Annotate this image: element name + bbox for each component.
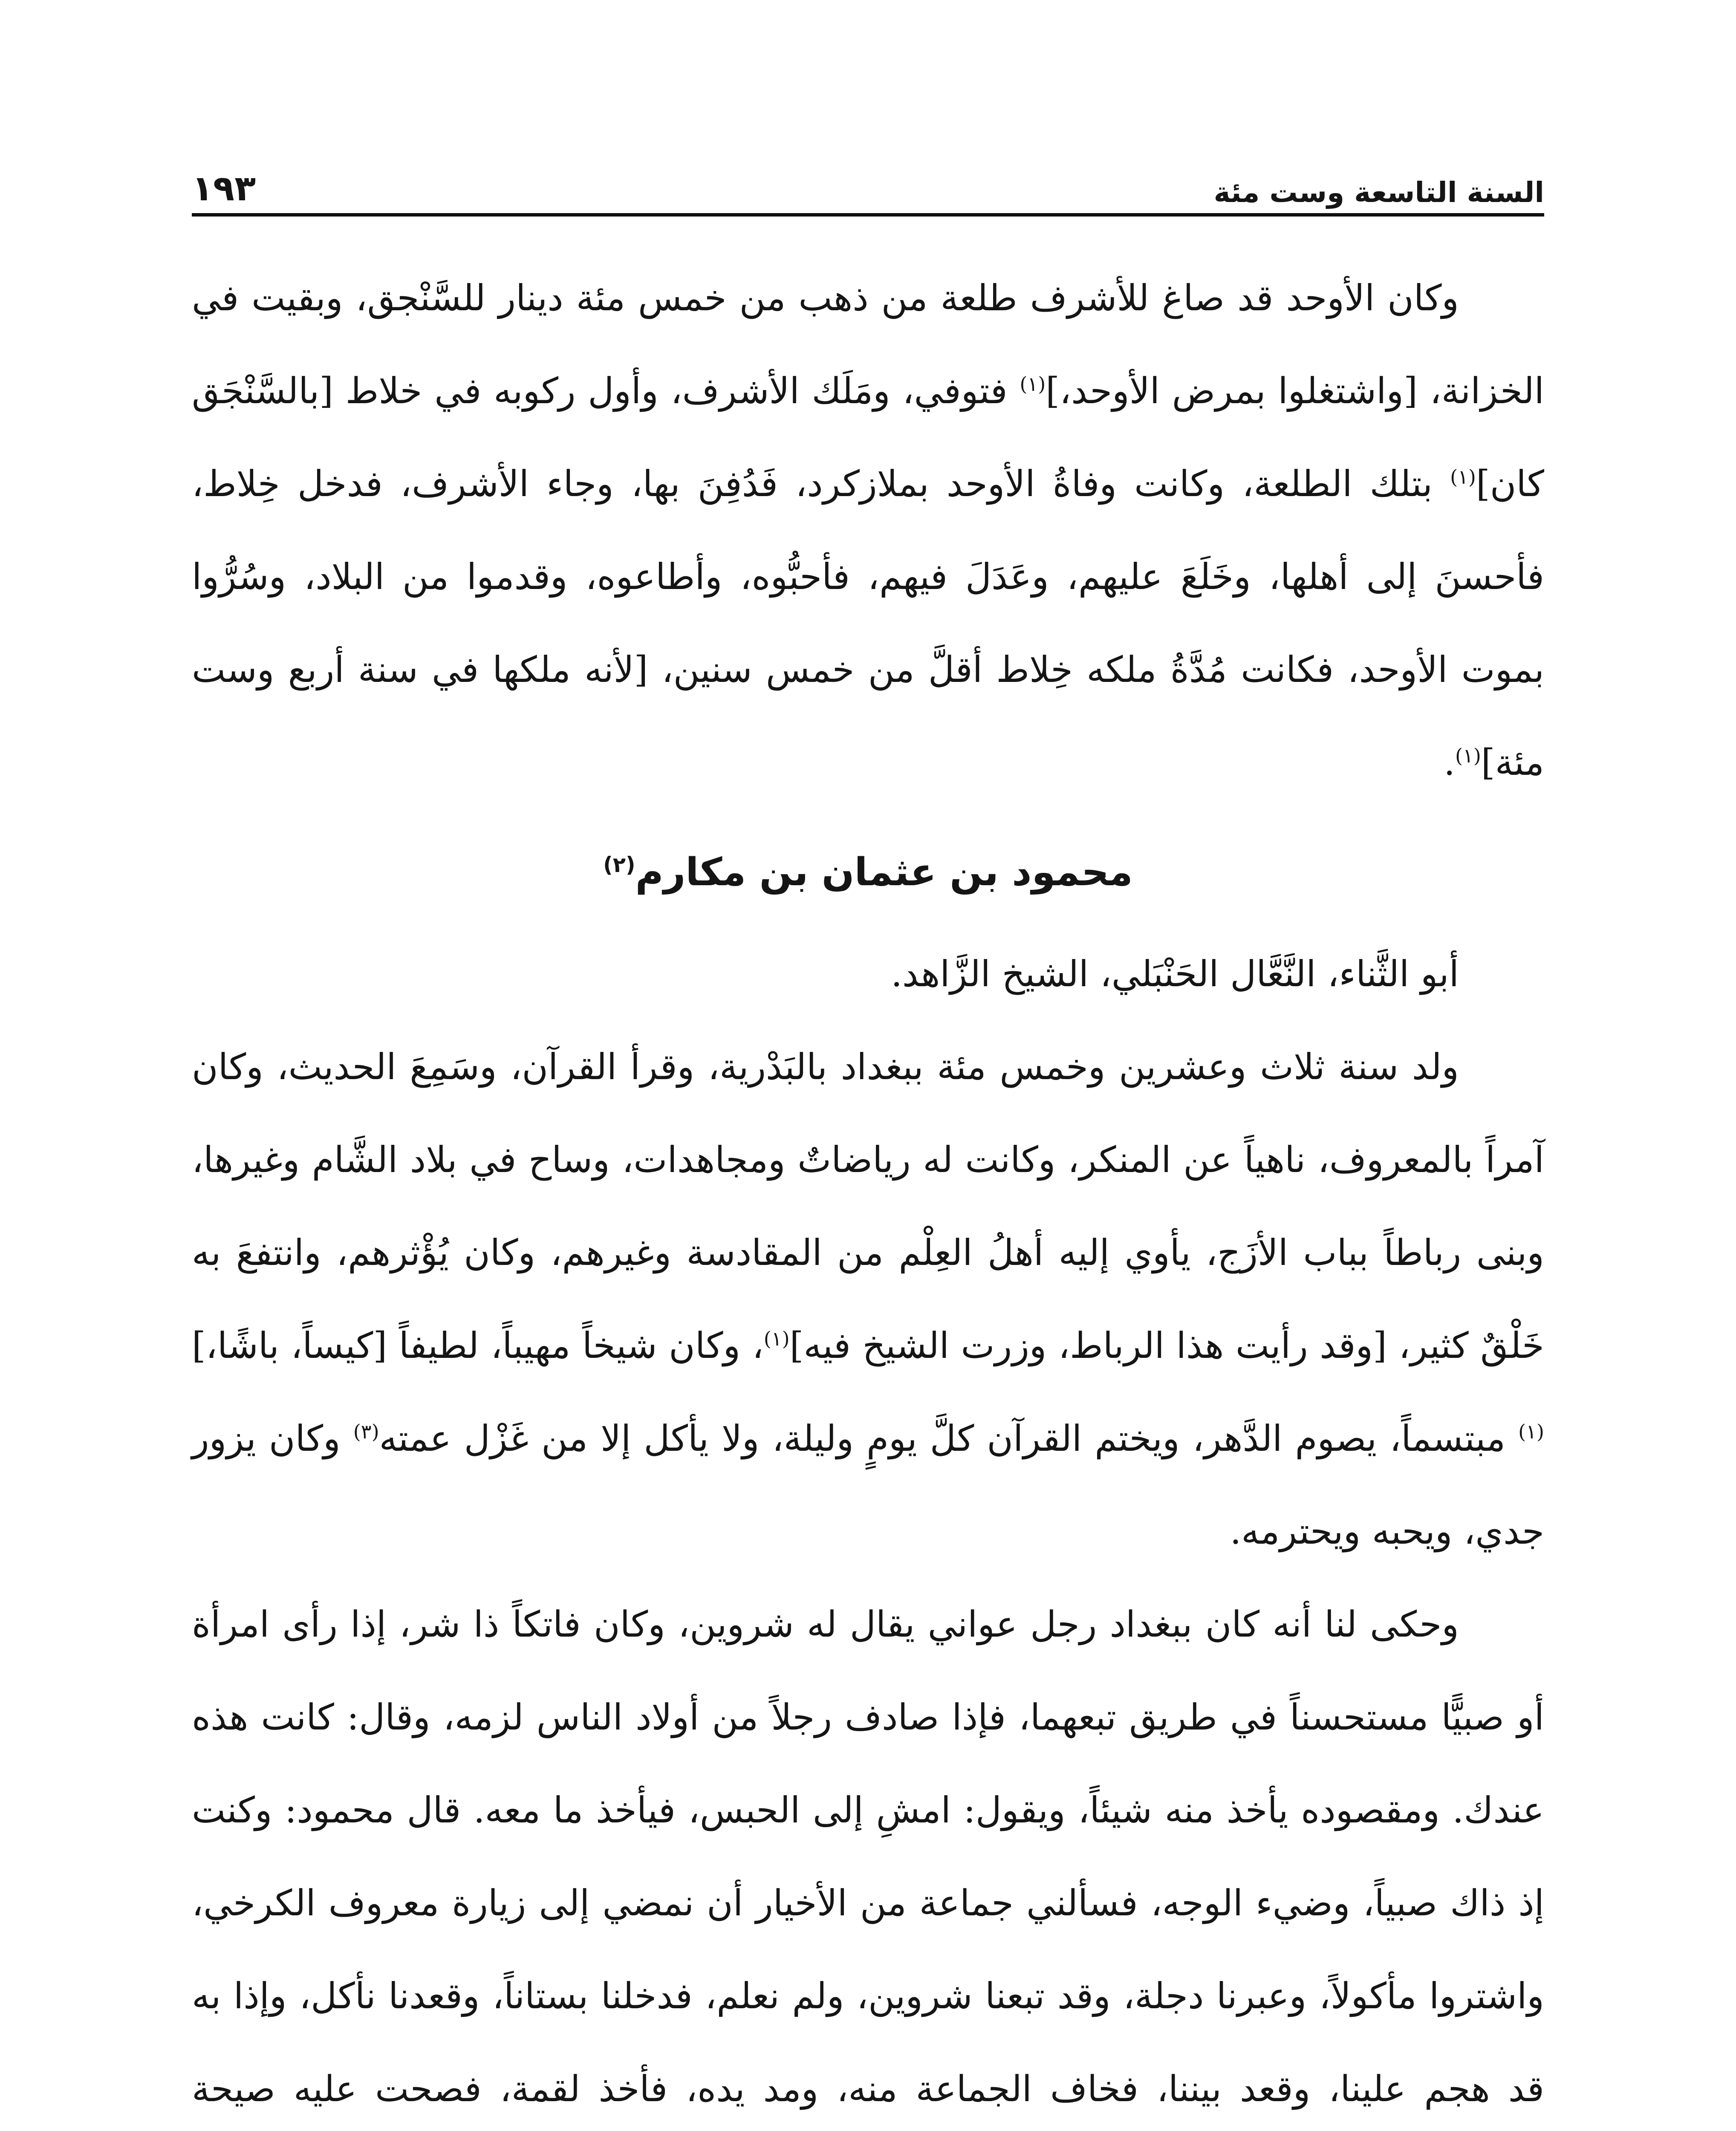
footnote-ref: (١) <box>1020 372 1046 396</box>
footnote-ref: (١) <box>763 1327 790 1350</box>
paragraph-2: أبو الثَّناء، النَّعَّال الحَنْبَلي، الشيخ الزَّاهد. <box>891 953 1459 995</box>
paragraph-4: وحكى لنا أنه كان ببغداد رجل عواني يقال له شروين، وكان فاتكاً ذا شر، إذا رأى امرأة أو صبيًّا مستحسناً في طريق تبعهما، فإذا صادف رجلاً من أولاد الناس لزمه، وقال: كانت هذه عندك. ومقصوده يأخذ منه شيئاً، ويقول: امشِ إلى الحبس، فيأخذ ما معه. قال محمود: وكنت إذ ذاك صبياً، وضيء الوجه، فسألني جماعة من الأخيار أن نمضي إلى زيارة معروف الكرخي، واشتروا مأكولاً، وعبرنا دجلة، وقد تبعنا شروين، ولم نعلم، فدخلنا بستاناً، وقعدنا نأكل، وإذا به قد هجم علينا، وقعد بيننا، فخاف الجماعة منه، ومد يده، فأخذ لقمة، فصحت عليه صيحة <box>192 1603 1544 2110</box>
section-title: محمود بن عثمان بن مكارم$^{(٢)}$ <box>603 850 1133 895</box>
header-rule <box>192 213 1544 217</box>
footnote-ref: (٣) <box>353 1420 379 1443</box>
main-text <box>192 251 1544 2131</box>
paragraph-1: وكان الأوحد قد صاغ للأشرف طلعة من ذهب من خمس مئة دينار للسَّنْجق، وبقيت في الخزانة، [واشتغلوا بمرض الأوحد،]$^{(١)}$ فتوفي، ومَلَك الأشرف، وأول ركوبه في خلاط [بالسَّنْجَق كان]$^{(١)}$ بتلك الطلعة، وكانت وفاةُ الأوحد بملازكرد، فَدُفِنَ بها، وجاء الأشرف، فدخل خِلاط، فأحسنَ إلى أهلها، وخَلَعَ عليهم، وعَدَلَ فيهم، فأحبُّوه، وأطاعوه، وقدموا من البلاد، وسُرُّوا بموت الأوحد، فكانت مُدَّةُ ملكه خِلاط أقلَّ من خمس سنين، [لأنه ملكها في سنة أربع وست مئة]$^{(١)}$. <box>192 277 1545 783</box>
paragraph-3: ولد سنة ثلاث وعشرين وخمس مئة ببغداد بالبَدْرية، وقرأ القرآن، وسَمِعَ الحديث، وكان آمراً بالمعروف، ناهياً عن المنكر، وكانت له رياضاتٌ ومجاهدات، وساح في بلاد الشَّام وغيرها، وبنى رباطاً بباب الأزَج، يأوي إليه أهلُ العِلْم من المقادسة وغيرهم، وكان يُؤْثرهم، وانتفعَ به خَلْقٌ كثير، [وقد رأيت هذا الرباط، وزرت الشيخ فيه]$^{(١)}$، وكان شيخاً مهيباً، لطيفاً [كيساً، باشًا،]$^{(١)}$ مبتسماً، يصوم الدَّهر، ويختم القرآن كلَّ يومٍ وليلة، ولا يأكل إلا من غَزْل عمته$^{(٣)}$ وكان يزور جدي، ويحبه ويحترمه. <box>192 1046 1544 1552</box>
page-number: ١٩٣ <box>192 168 256 209</box>
footnote-ref: (٢) <box>603 852 635 877</box>
footnote-ref: (١) <box>1455 744 1481 767</box>
footnote-ref: (١) <box>1450 465 1476 488</box>
page-header <box>192 141 1544 209</box>
running-head: السنة التاسعة وست مئة <box>1213 176 1544 209</box>
footnote-ref: (١) <box>1518 1420 1544 1443</box>
